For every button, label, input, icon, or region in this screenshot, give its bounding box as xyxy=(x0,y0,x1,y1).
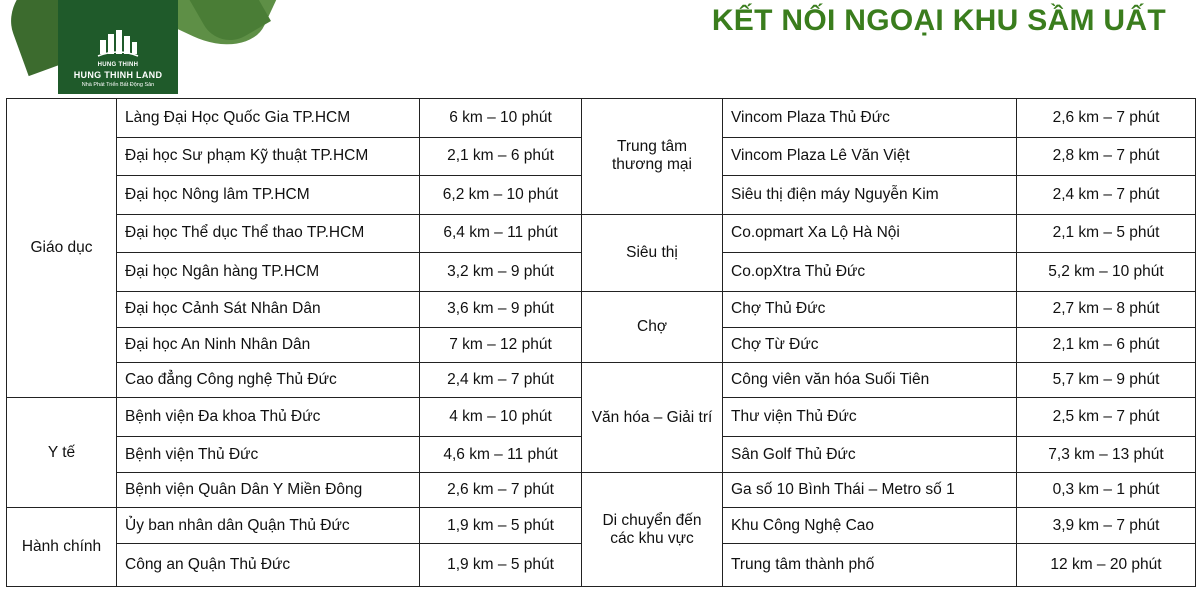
header-logo-area xyxy=(0,0,270,96)
distance-cell: 2,5 km – 7 phút xyxy=(1017,398,1196,437)
connection-table-body xyxy=(7,99,1196,587)
place-cell: Ủy ban nhân dân Quận Thủ Đức xyxy=(117,507,420,544)
place-cell: Đại học An Ninh Nhân Dân xyxy=(117,328,420,362)
category-cell: Chợ xyxy=(582,291,723,362)
table-row xyxy=(7,99,1196,138)
company-logo xyxy=(58,0,178,94)
place-cell: Đại học Nông lâm TP.HCM xyxy=(117,176,420,215)
distance-cell: 6,2 km – 10 phút xyxy=(420,176,582,215)
category-cell: Di chuyển đến các khu vực xyxy=(582,473,723,587)
distance-cell: 6,4 km – 11 phút xyxy=(420,214,582,253)
distance-cell: 7 km – 12 phút xyxy=(420,328,582,362)
place-cell: Khu Công Nghệ Cao xyxy=(723,507,1017,544)
place-cell: Bệnh viện Thủ Đức xyxy=(117,436,420,473)
place-cell: Trung tâm thành phố xyxy=(723,544,1017,587)
logo-tagline: Nhà Phát Triển Bất Động Sản xyxy=(81,82,155,88)
category-cell: Trung tâm thương mại xyxy=(582,99,723,215)
place-cell: Chợ Thủ Đức xyxy=(723,291,1017,328)
place-cell: Vincom Plaza Lê Văn Việt xyxy=(723,137,1017,176)
table-row xyxy=(7,291,1196,328)
distance-cell: 0,3 km – 1 phút xyxy=(1017,473,1196,507)
distance-cell: 5,2 km – 10 phút xyxy=(1017,253,1196,292)
place-cell: Chợ Từ Đức xyxy=(723,328,1017,362)
table-row xyxy=(7,362,1196,398)
place-cell: Công viên văn hóa Suối Tiên xyxy=(723,362,1017,398)
table-row xyxy=(7,214,1196,253)
place-cell: Vincom Plaza Thủ Đức xyxy=(723,99,1017,138)
logo-small-text: HUNG THINH xyxy=(97,62,139,68)
place-cell: Đại học Thể dục Thể thao TP.HCM xyxy=(117,214,420,253)
distance-cell: 4 km – 10 phút xyxy=(420,398,582,437)
distance-cell: 6 km – 10 phút xyxy=(420,99,582,138)
place-cell: Thư viện Thủ Đức xyxy=(723,398,1017,437)
distance-cell: 2,1 km – 5 phút xyxy=(1017,214,1196,253)
building-logo-icon xyxy=(96,28,140,58)
place-cell: Cao đẳng Công nghệ Thủ Đức xyxy=(117,362,420,398)
place-cell: Đại học Ngân hàng TP.HCM xyxy=(117,253,420,292)
place-cell: Đại học Sư phạm Kỹ thuật TP.HCM xyxy=(117,137,420,176)
category-cell: Hành chính xyxy=(7,507,117,586)
place-cell: Bệnh viện Quân Dân Y Miền Đông xyxy=(117,473,420,507)
distance-cell: 1,9 km – 5 phút xyxy=(420,544,582,587)
distance-cell: 7,3 km – 13 phút xyxy=(1017,436,1196,473)
page-title: KẾT NỐI NGOẠI KHU SẦM UẤT xyxy=(711,4,1166,37)
distance-cell: 2,1 km – 6 phút xyxy=(1017,328,1196,362)
logo-name: HUNG THINH LAND xyxy=(73,70,163,80)
distance-cell: 1,9 km – 5 phút xyxy=(420,507,582,544)
distance-cell: 4,6 km – 11 phút xyxy=(420,436,582,473)
distance-cell: 2,4 km – 7 phút xyxy=(420,362,582,398)
place-cell: Đại học Cảnh Sát Nhân Dân xyxy=(117,291,420,328)
distance-cell: 3,6 km – 9 phút xyxy=(420,291,582,328)
place-cell: Công an Quận Thủ Đức xyxy=(117,544,420,587)
distance-cell: 2,6 km – 7 phút xyxy=(1017,99,1196,138)
connection-table xyxy=(6,98,1196,587)
place-cell: Bệnh viện Đa khoa Thủ Đức xyxy=(117,398,420,437)
distance-cell: 2,8 km – 7 phút xyxy=(1017,137,1196,176)
distance-cell: 2,6 km – 7 phút xyxy=(420,473,582,507)
category-cell: Siêu thị xyxy=(582,214,723,291)
table-row xyxy=(7,473,1196,507)
distance-cell: 2,7 km – 8 phút xyxy=(1017,291,1196,328)
place-cell: Ga số 10 Bình Thái – Metro số 1 xyxy=(723,473,1017,507)
place-cell: Làng Đại Học Quốc Gia TP.HCM xyxy=(117,99,420,138)
distance-cell: 5,7 km – 9 phút xyxy=(1017,362,1196,398)
category-cell: Y tế xyxy=(7,398,117,508)
distance-cell: 3,9 km – 7 phút xyxy=(1017,507,1196,544)
place-cell: Sân Golf Thủ Đức xyxy=(723,436,1017,473)
distance-cell: 2,4 km – 7 phút xyxy=(1017,176,1196,215)
category-cell: Văn hóa – Giải trí xyxy=(582,362,723,473)
place-cell: Co.opmart Xa Lộ Hà Nội xyxy=(723,214,1017,253)
place-cell: Co.opXtra Thủ Đức xyxy=(723,253,1017,292)
distance-cell: 3,2 km – 9 phút xyxy=(420,253,582,292)
distance-cell: 2,1 km – 6 phút xyxy=(420,137,582,176)
distance-cell: 12 km – 20 phút xyxy=(1017,544,1196,587)
category-cell: Giáo dục xyxy=(7,99,117,398)
place-cell: Siêu thị điện máy Nguyễn Kim xyxy=(723,176,1017,215)
